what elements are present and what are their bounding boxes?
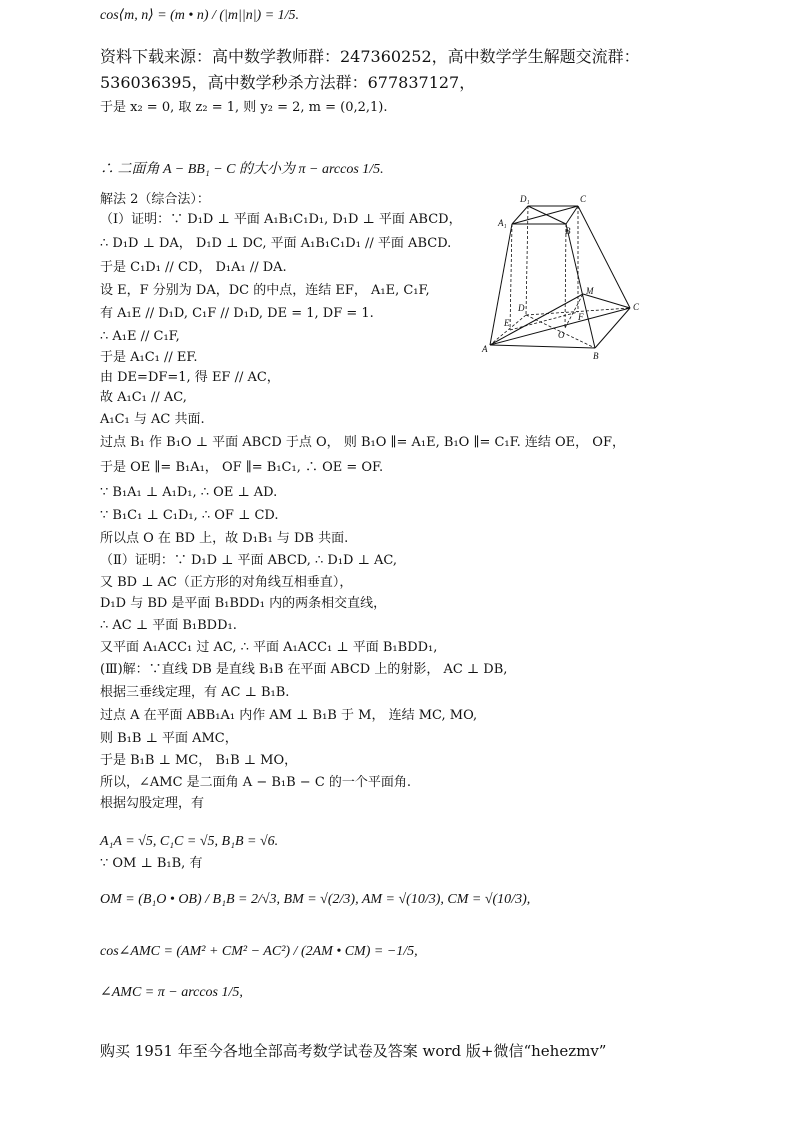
text-line: A₁C₁ 与 AC 共面.	[100, 412, 205, 427]
label-f: F	[578, 312, 584, 322]
text-line: ∴ AC ⊥ 平面 B₁BDD₁.	[100, 618, 237, 633]
text-line: (Ⅲ)解：∵直线 DB 是直线 B₁B 在平面 ABCD 上的射影， AC ⊥ DB,	[100, 662, 508, 677]
label-m: M	[586, 286, 594, 296]
label-d: D	[518, 303, 525, 313]
text-line: 解法 2（综合法）：	[100, 192, 210, 207]
label-b1: B	[565, 226, 571, 236]
text-line: 又 BD ⊥ AC（正方形的对角线互相垂直），	[100, 575, 353, 590]
text-line: 于是 x₂ = 0, 取 z₂ = 1, 则 y₂ = 2, m = (0,2,1).	[100, 100, 388, 115]
footer-ad: 购买 1951 年至今各地全部高考数学试卷及答案 word 版+微信“hehezmv”	[100, 1042, 607, 1060]
text-line: 又平面 A₁ACC₁ 过 AC, ∴ 平面 A₁ACC₁ ⊥ 平面 B₁BDD₁,	[100, 640, 438, 655]
diag-top-1	[528, 206, 566, 224]
geometry-figure	[480, 190, 660, 370]
label-e: E	[504, 318, 510, 328]
text-line: 过点 B₁ 作 B₁O ⊥ 平面 ABCD 于点 O， 则 B₁O ∥= A₁E, B₁O ∥= C₁F. 连结 OE， OF，	[100, 435, 625, 450]
text-line: A₁A = √5, C₁C = √5, B₁B = √6.	[100, 834, 279, 849]
label-a: A	[482, 344, 488, 354]
text-line: cos⟨m, n⟩ = (m • n) / (|m||n|) = 1/5.	[100, 8, 300, 23]
label-b: B	[593, 351, 599, 361]
text-line: 于是 OE ∥= B₁A₁， OF ∥= B₁C₁, ∴ OE = OF.	[100, 460, 384, 475]
text-line: 由 DE=DF=1, 得 EF // AC，	[100, 370, 280, 385]
text-line: cos∠AMC = (AM² + CM² − AC²) / (2AM • CM) = −1/5,	[100, 944, 418, 959]
label-o: O	[558, 330, 565, 340]
text-line: OM = (B₁O • OB) / B₁B = 2/√3, BM = √(2/3), AM = √(10/3), CM = √(10/3),	[100, 892, 531, 907]
label-a1: A₁	[498, 218, 507, 228]
text-line: 所以点 O 在 BD 上，故 D₁B₁ 与 DB 共面.	[100, 531, 349, 546]
text-line: 故 A₁C₁ // AC,	[100, 390, 187, 405]
label-d1: D₁	[520, 194, 530, 204]
text-line: 536036395，高中数学秒杀方法群：677837127，	[100, 73, 476, 92]
text-line: ∵ B₁C₁ ⊥ C₁D₁, ∴ OF ⊥ CD.	[100, 508, 279, 523]
text-line: 于是 C₁D₁ // CD， D₁A₁ // DA.	[100, 260, 287, 275]
text-line: ∴ A₁E // C₁F,	[100, 329, 180, 344]
text-line: 设 E，F 分别为 DA，DC 的中点，连结 EF， A₁E, C₁F,	[100, 283, 430, 298]
text-line: 根据勾股定理，有	[100, 796, 205, 811]
seg-ef	[510, 312, 578, 330]
text-line: ∵ B₁A₁ ⊥ A₁D₁, ∴ OE ⊥ AD.	[100, 485, 278, 500]
text-line: 根据三垂线定理，有 AC ⊥ B₁B.	[100, 685, 290, 700]
text-line: 于是 B₁B ⊥ MC， B₁B ⊥ MO，	[100, 753, 298, 768]
edge-ab	[490, 345, 595, 348]
seg-a1e	[510, 224, 512, 330]
text-line: 所以，∠AMC 是二面角 A − B₁B − C 的一个平面角.	[100, 775, 412, 790]
text-line: D₁D 与 BD 是平面 B₁BDD₁ 内的两条相交直线，	[100, 596, 387, 611]
text-line: （Ⅱ）证明：∵ D₁D ⊥ 平面 ABCD, ∴ D₁D ⊥ AC,	[100, 553, 397, 568]
text-line: 过点 A 在平面 ABB₁A₁ 内作 AM ⊥ B₁B 于 M， 连结 MC, MO,	[100, 708, 478, 723]
label-c1: C	[580, 194, 587, 204]
seg-b1o	[565, 224, 566, 328]
text-line: ∠AMC = π − arccos 1/5,	[100, 985, 243, 1000]
text-line: 于是 A₁C₁ // EF.	[100, 350, 198, 365]
seg-mc	[583, 294, 630, 308]
text-line: 资料下载来源：高中数学教师群：247360252，高中数学学生解题交流群：	[100, 47, 640, 66]
label-c: C	[633, 302, 640, 312]
text-line: 有 A₁E // D₁D, C₁F // D₁D, DE = 1, DF = 1.	[100, 306, 374, 321]
edge-dd1	[526, 206, 528, 315]
text-line: （Ⅰ）证明：∵ D₁D ⊥ 平面 A₁B₁C₁D₁, D₁D ⊥ 平面 ABCD，	[100, 212, 462, 227]
edge-bc	[595, 308, 630, 348]
text-line: ∴ 二面角 A − BB₁ − C 的大小为 π − arccos 1/5.	[100, 162, 384, 177]
text-line: ∴ D₁D ⊥ DA， D₁D ⊥ DC, 平面 A₁B₁C₁D₁ // 平面 ABCD.	[100, 236, 452, 251]
text-line: 则 B₁B ⊥ 平面 AMC，	[100, 731, 238, 746]
text-line: ∵ OM ⊥ B₁B, 有	[100, 856, 203, 871]
